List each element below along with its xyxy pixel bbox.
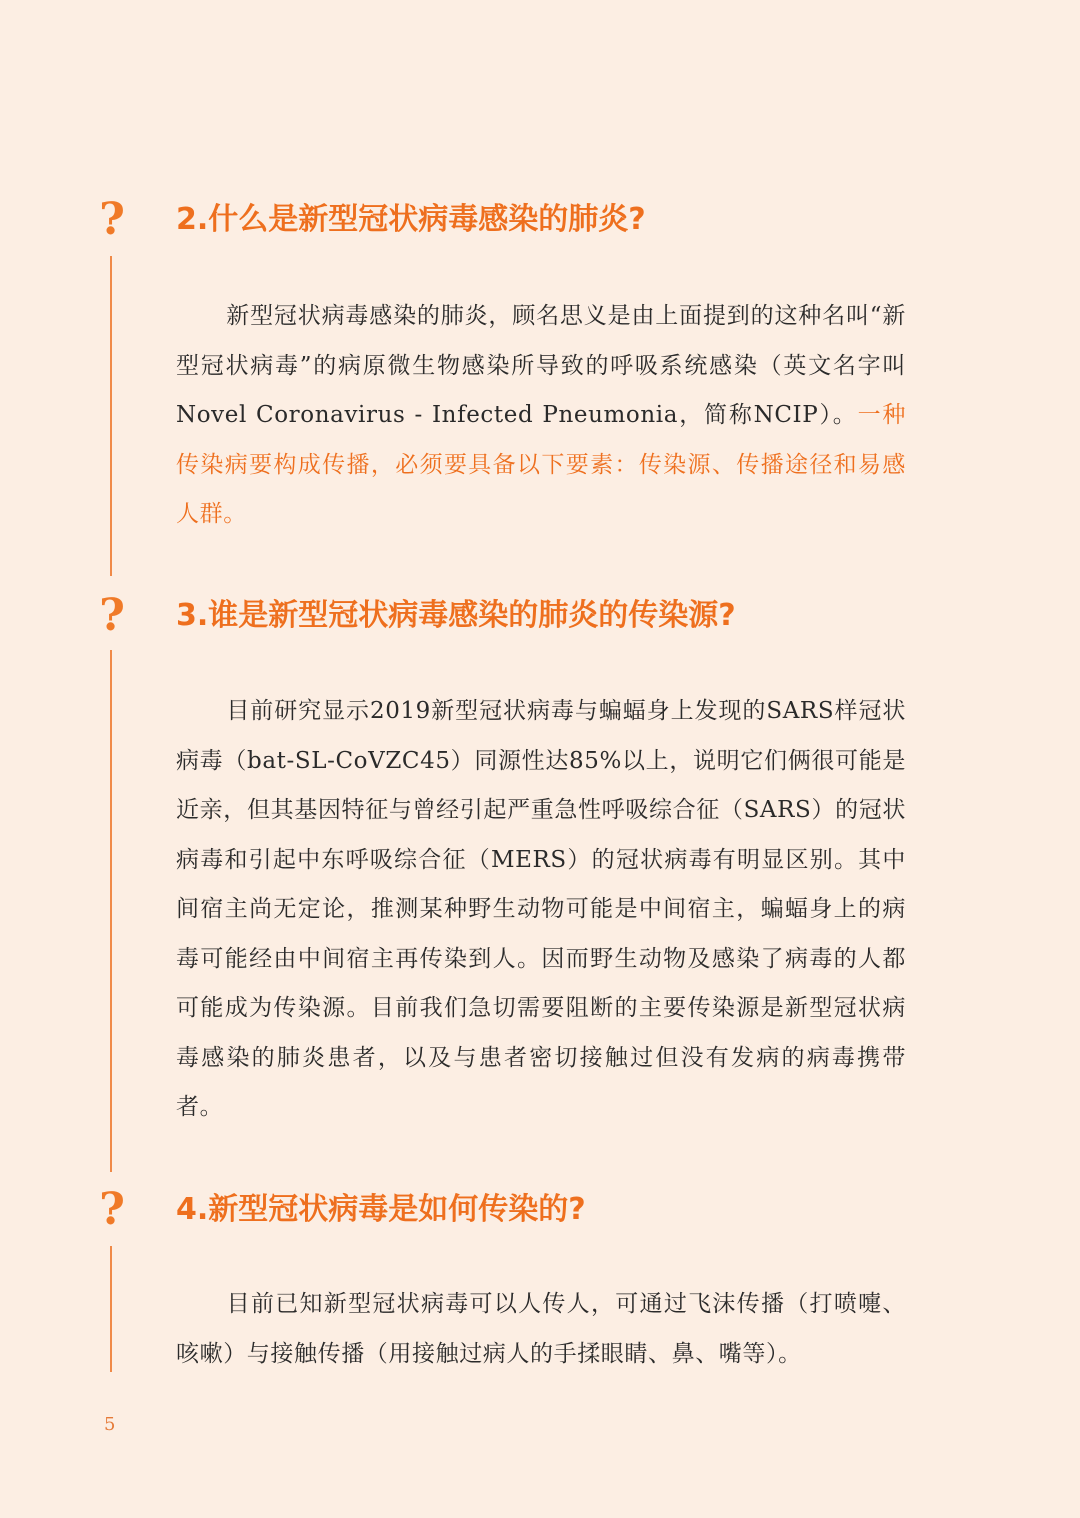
question-mark-icon: ? [99,590,125,641]
section-2-highlight-text: 一种传染病要构成传播，必须要具备以下要素：传染源、传播途径和易感人群。 [176,402,907,527]
section-divider-line [110,256,112,576]
section-3-heading: 3.谁是新型冠状病毒感染的肺炎的传染源? [176,598,736,633]
section-4-paragraph [176,1280,906,1379]
section-divider-line [110,1246,112,1372]
page-number: 5 [104,1414,116,1435]
section-3-paragraph [176,687,906,1133]
section-4-text: 目前已知新型冠状病毒可以人传人，可通过飞沫传播（打喷嚏、咳嗽）与接触传播（用接触过病人的手揉眼睛、鼻、嘴等）。 [176,1291,906,1367]
section-2-paragraph [176,292,906,540]
section-3-text: 目前研究显示2019新型冠状病毒与蝙蝠身上发现的SARS样冠状病毒（bat-SL-CoVZC45）同源性达85%以上，说明它们俩很可能是近亲，但其基因特征与曾经引起严重急性呼吸综合征（SARS）的冠状病毒和引起中东呼吸综合征（MERS）的冠状病毒有明显区别。其中间宿主尚无定论，推测某种野生动物可能是中间宿主，蝙蝠身上的病毒可能经由中间宿主再传染到人。因而野生动物及感染了病毒的人都可能成为传染源。目前我们急切需要阻断的主要传染源是新型冠状病毒感染的肺炎患者，以及与患者密切接触过但没有发病的病毒携带者。 [176,698,906,1120]
question-mark-icon: ? [99,1184,125,1235]
section-2-heading: 2.什么是新型冠状病毒感染的肺炎? [176,202,646,237]
section-divider-line [110,650,112,1172]
section-2-text: 新型冠状病毒感染的肺炎，顾名思义是由上面提到的这种名叫“新型冠状病毒”的病原微生物感染所导致的呼吸系统感染（英文名字叫Novel Coronavirus - Infected Pneumonia，简称NCIP）。 [176,303,906,428]
question-mark-icon: ? [99,194,125,245]
section-4-heading: 4.新型冠状病毒是如何传染的? [176,1192,586,1227]
